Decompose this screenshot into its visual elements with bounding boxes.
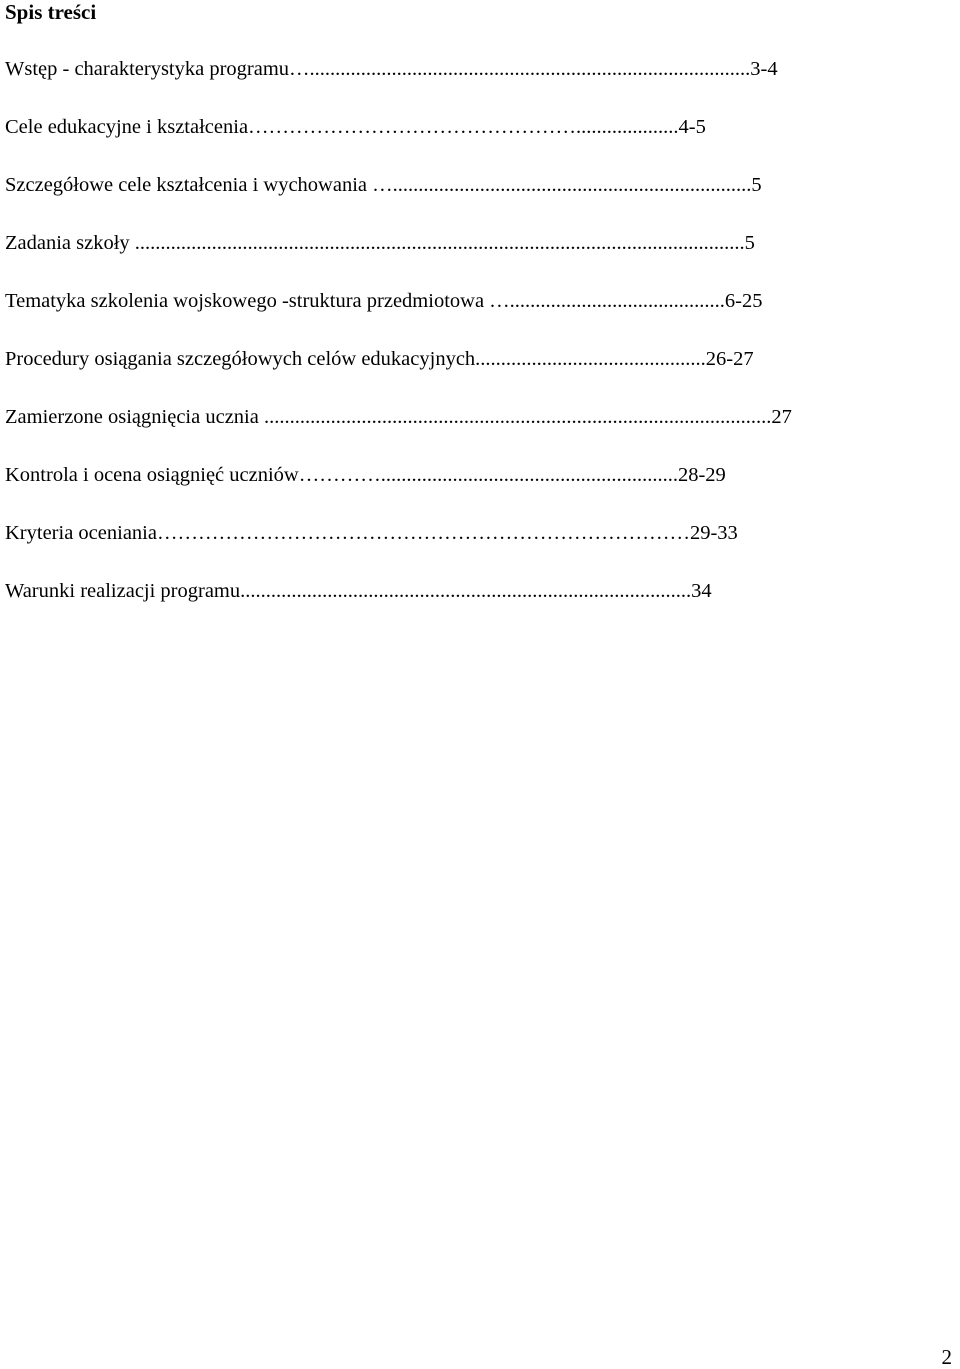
toc-entry-text: Zamierzone osiągnięcia ucznia ...................................................................................................27 [5,406,792,428]
toc-entry-assessment[interactable] [5,462,957,520]
toc-entry-text: Cele edukacyjne i kształcenia…………………………………………....................4-5 [5,116,706,138]
toc-entry-text: Zadania szkoły .......................................................................................................................5 [5,232,755,254]
toc-entry-procedures[interactable] [5,346,957,404]
toc-heading: Spis treści [5,0,97,24]
toc-entry-detailed-goals[interactable] [5,172,957,230]
toc-entry-text: Wstęp - charakterystyka programu…......................................................................................3-4 [5,58,778,80]
toc-entry-school-tasks[interactable] [5,230,957,288]
toc-entry-text: Warunki realizacji programu........................................................................................34 [5,580,712,602]
toc-entry-grading-criteria[interactable] [5,520,957,578]
toc-entry-military-training[interactable] [5,288,957,346]
toc-entry-text: Procedury osiągania szczegółowych celów edukacyjnych.............................................26-27 [5,348,754,370]
toc-entry-intro[interactable] [5,56,957,114]
toc-entry-educational-goals[interactable] [5,114,957,172]
toc-entry-text: Tematyka szkolenia wojskowego -struktura przedmiotowa …..........................................6-25 [5,290,763,312]
toc-entry-text: Szczegółowe cele kształcenia i wychowania …......................................................................5 [5,174,762,196]
toc-entry-text: Kontrola i ocena osiągnięć uczniów…………..........................................................28-29 [5,464,726,486]
toc-list [5,56,957,636]
toc-entry-achievements[interactable] [5,404,957,462]
page-number: 2 [941,1345,952,1369]
toc-entry-implementation[interactable] [5,578,957,636]
toc-entry-text: Kryteria oceniania……………………………………………………………………29-33 [5,522,738,544]
